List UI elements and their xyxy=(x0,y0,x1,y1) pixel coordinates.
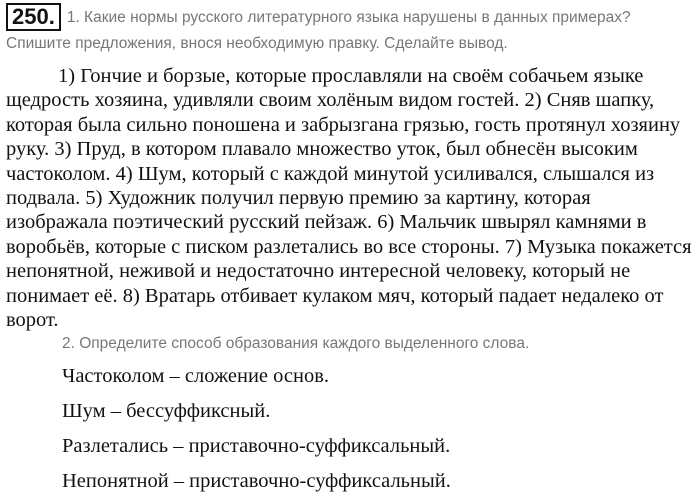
task-2-instruction: 2. Определите способ образования каждого выделенного слова. xyxy=(62,335,530,352)
task-1-instruction: 1. Какие нормы русского литературного языка нарушены в данных примерах? Спишите предложения, внося необходимую правку. Сделайте вывод. xyxy=(6,9,631,52)
answer-2: Шум – бессуффиксный. xyxy=(62,400,271,422)
answers-list xyxy=(62,364,692,504)
example-sentences: 1) Гончие и борзые, которые прославляли на своём собачьем языке щедрость хозяина, удивляли своим холёным видом гостей. 2) Сняв шапку, которая была сильно поношена и забрызгана грязью, гость протянул хозяину руку. 3) Пруд, в котором плавало множество уток, был обнесён высоким частоколом. 4) Шум, который с каждой минутой усиливался, слышался из подвала. 5) Художник получил первую премию за картину, которая изображала поэтический русский пейзаж. 6) Мальчик швырял камнями в воробьёв, которые с писком разлетались во все стороны. 7) Музыка покажется непонятной, неживой и недостаточно интересной человеку, который не понимает её. 8) Вратарь отбивает кулаком мяч, который падает недалеко от ворот. xyxy=(6,65,692,332)
answer-3: Разлетались – приставочно-суффиксальный. xyxy=(62,435,451,457)
answer-1: Частоколом – сложение основ. xyxy=(62,365,330,387)
answer-4: Непонятной – приставочно-суффиксальный. xyxy=(62,470,451,492)
task-header xyxy=(6,3,696,56)
exercise-number: 250. xyxy=(6,3,61,31)
